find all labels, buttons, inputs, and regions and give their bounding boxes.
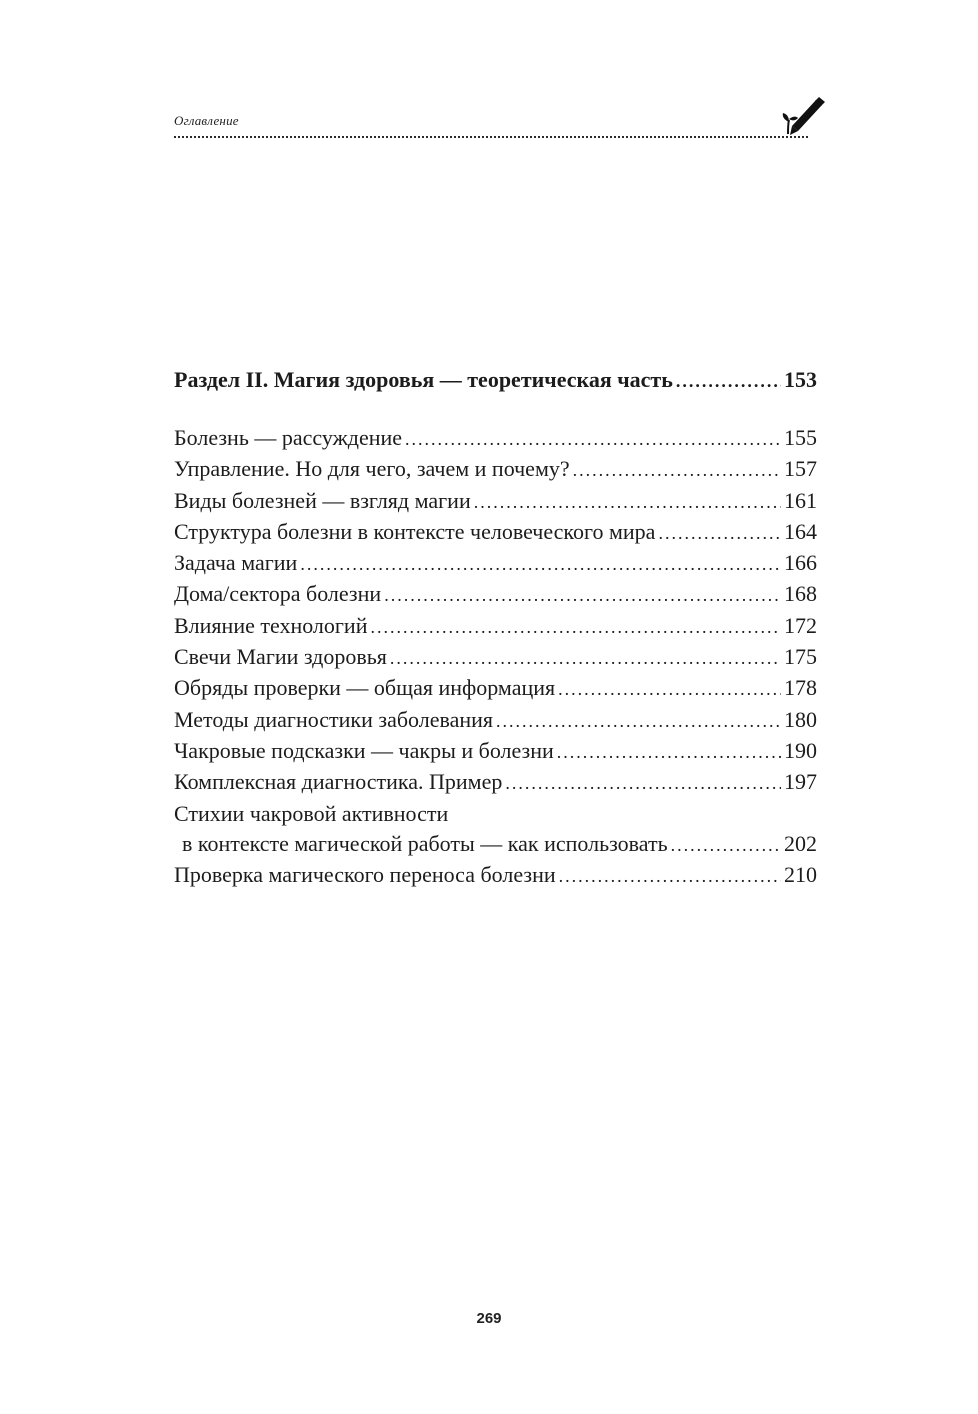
leader-dots [370, 612, 781, 642]
toc-entry-title-line2: в контексте магической работы — как использовать [182, 830, 668, 856]
toc-entry-title: Комплексная диагностика. Пример [174, 769, 503, 795]
toc-entry[interactable] [174, 579, 817, 610]
toc-entry-title: Структура болезни в контексте человеческого мира [174, 518, 656, 544]
toc-entry[interactable] [174, 767, 817, 798]
toc-entry-page: 210 [784, 862, 817, 888]
section-heading-page: 153 [784, 367, 817, 392]
leader-dots [505, 768, 781, 798]
leader-dots [390, 643, 781, 673]
toc-entry-page: 202 [784, 830, 817, 856]
toc-entry-title: Болезнь — рассуждение [174, 425, 403, 450]
toc-entry-title: Задача магии [174, 550, 298, 576]
toc-entry-page: 190 [784, 737, 817, 763]
toc-entry-second-line [174, 829, 817, 860]
toc-entry-title: Свечи Магии здоровья [174, 644, 387, 670]
toc-entry-page: 166 [784, 550, 817, 576]
leader-dots [405, 424, 781, 454]
toc-entry-title: Управление. Но для чего, зачем и почему? [174, 456, 570, 482]
toc-entry-title: Методы диагностики заболевания [174, 706, 494, 732]
toc-entry-title-line1: Стихии чакровой активности [174, 800, 449, 826]
leader-dots [384, 580, 781, 610]
toc-entry-page: 172 [784, 612, 817, 638]
toc-entry[interactable] [174, 611, 817, 642]
toc-entry-page: 155 [784, 425, 817, 450]
section-heading-title: Раздел II. Магия здоровья — теоретическая часть [174, 367, 673, 392]
leader-dots [558, 674, 781, 704]
toc-entry-page: 157 [784, 456, 817, 482]
toc-entry[interactable] [174, 517, 817, 548]
leader-dots [671, 830, 781, 860]
toc-entry[interactable] [174, 860, 817, 891]
leader-dots [300, 549, 781, 579]
leader-dots [676, 365, 781, 397]
header-dotted-rule [174, 136, 808, 138]
toc-entry[interactable] [174, 454, 817, 485]
page-number: 269 [476, 1310, 502, 1327]
toc-entry[interactable] [174, 642, 817, 673]
leader-dots [559, 861, 781, 891]
toc-entry[interactable] [174, 423, 817, 454]
pen-with-sprout-icon [780, 92, 826, 138]
toc-entry[interactable] [174, 486, 817, 517]
toc-entry[interactable] [174, 548, 817, 579]
toc-entry-page: 180 [784, 706, 817, 732]
toc-entry-title: Проверка магического переноса болезни [174, 862, 556, 888]
leader-dots [557, 737, 781, 767]
toc-entry[interactable] [174, 705, 817, 736]
toc-entry-title: Виды болезней — взгляд магии [174, 487, 471, 513]
toc-entry-title: Влияние технологий [174, 612, 368, 638]
toc-entry[interactable] [174, 736, 817, 767]
section-heading[interactable] [174, 364, 817, 397]
toc-entry-page: 164 [784, 518, 817, 544]
leader-dots [573, 455, 781, 485]
toc-entry[interactable] [174, 673, 817, 704]
toc-entry-page: 161 [784, 487, 817, 513]
toc-entry-title: Обряды проверки — общая информация [174, 675, 556, 701]
toc-entry-page: 175 [784, 644, 817, 670]
toc-entry-title: Чакровые подсказки — чакры и болезни [174, 737, 554, 763]
toc-entry-page: 197 [784, 769, 817, 795]
running-head-title: Оглавление [174, 113, 239, 128]
toc-entry-page: 168 [784, 581, 817, 607]
toc-entry-multiline[interactable] [174, 799, 817, 861]
toc-entry-title: Дома/сектора болезни [174, 581, 382, 607]
leader-dots [496, 706, 781, 736]
leader-dots [474, 487, 781, 517]
table-of-contents [174, 364, 817, 891]
toc-entry-page: 178 [784, 675, 817, 701]
leader-dots [658, 518, 781, 548]
